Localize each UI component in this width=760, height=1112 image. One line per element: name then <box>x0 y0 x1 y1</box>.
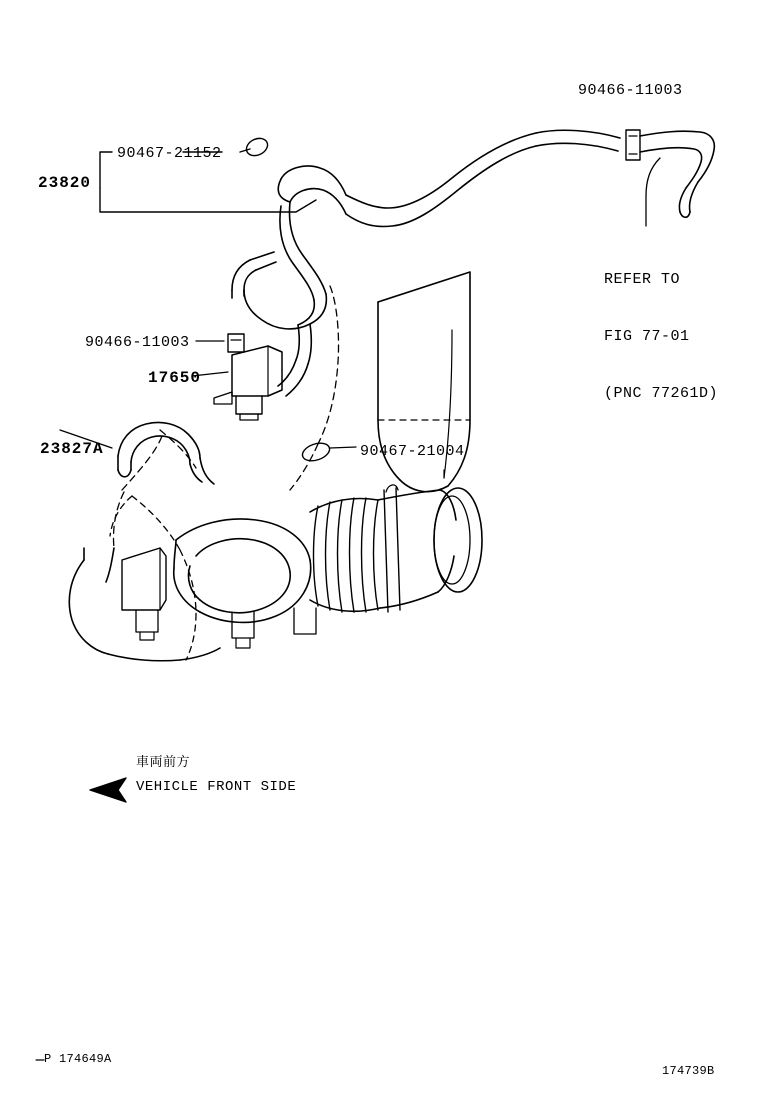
note-refer-line-3: (PNC 77261D) <box>604 385 719 402</box>
vehicle-front-label-jp: 車両前方 <box>136 755 191 770</box>
callout-90466-11003-left: 90466-11003 <box>85 334 190 351</box>
footer-left-code: P 174649A <box>44 1052 112 1066</box>
note-refer-to <box>604 232 718 441</box>
note-refer-line-2: FIG 77-01 <box>604 328 690 345</box>
callout-90467-21152: 90467-21152 <box>117 145 222 162</box>
vehicle-front-label-en: VEHICLE FRONT SIDE <box>136 779 297 795</box>
footer-right-code: 174739B <box>662 1064 715 1078</box>
callout-90466-11003-top: 90466-11003 <box>578 82 683 99</box>
callout-23820: 23820 <box>38 174 92 192</box>
callout-17650: 17650 <box>148 369 202 387</box>
callout-90467-21004: 90467-21004 <box>360 443 465 460</box>
callout-23827a: 23827A <box>40 440 104 458</box>
note-refer-line-1: REFER TO <box>604 271 681 288</box>
